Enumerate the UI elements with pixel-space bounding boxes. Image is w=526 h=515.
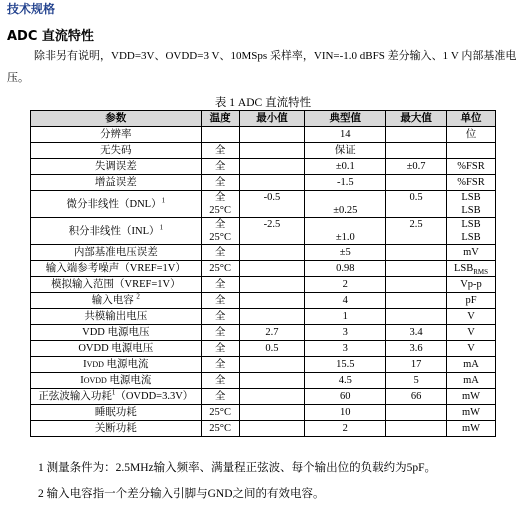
cell-typ: 保证: [305, 143, 386, 159]
temp-line: 25°C: [209, 205, 231, 216]
cell-temp: 25°C: [201, 405, 239, 421]
cell-typ: ±0.1: [305, 159, 386, 175]
cell-param: 模拟输入范围（VREF=1V）: [31, 277, 202, 293]
cell-typ: ±1.0: [305, 218, 386, 245]
footnote-ref: 1: [161, 196, 166, 204]
cell-param: 失调误差: [31, 159, 202, 175]
unit-line: LSB: [461, 205, 481, 216]
footnote-ref: 1: [111, 388, 116, 397]
cell-unit: mW: [447, 389, 496, 405]
cell-temp: 全: [201, 175, 239, 191]
cell-max: ±0.7: [386, 159, 447, 175]
temp-line: 25°C: [209, 232, 231, 243]
cell-temp: [201, 127, 239, 143]
table-row: [31, 143, 496, 159]
cell-temp: [201, 218, 239, 245]
table-row: [31, 175, 496, 191]
param-text: 积分非线性（INL）: [68, 225, 160, 237]
table-row: [31, 245, 496, 261]
cell-unit: V: [447, 341, 496, 357]
table-row: [31, 293, 496, 309]
param-subscript: VDD: [86, 360, 104, 369]
table-row: [31, 405, 496, 421]
cell-param: VDD 电源电压: [31, 325, 202, 341]
cell-unit: mA: [447, 357, 496, 373]
cell-param: [31, 389, 202, 405]
cell-min: [239, 373, 305, 389]
header-max: 最大值: [386, 111, 447, 127]
cell-param: 内部基准电压误差: [31, 245, 202, 261]
cell-max: [386, 245, 447, 261]
cell-unit: mV: [447, 245, 496, 261]
cell-temp: 25°C: [201, 261, 239, 277]
cell-typ: 4.5: [305, 373, 386, 389]
cell-max: [386, 293, 447, 309]
cell-typ: ±5: [305, 245, 386, 261]
cell-max: 5: [386, 373, 447, 389]
cell-unit: mA: [447, 373, 496, 389]
cell-max: [386, 261, 447, 277]
cell-unit: mW: [447, 405, 496, 421]
cell-min: 2.7: [239, 325, 305, 341]
footnote-1: 1 测量条件为：2.5MHz输入频率、满量程正弦波、每个输出位的负载约为5pF。: [38, 462, 437, 474]
cell-typ: 60: [305, 389, 386, 405]
cell-param: 增益误差: [31, 175, 202, 191]
table-row: [31, 325, 496, 341]
cell-temp: 全: [201, 293, 239, 309]
adc-dc-table: [30, 110, 496, 437]
cell-typ: ±0.25: [305, 191, 386, 218]
cell-temp: 全: [201, 159, 239, 175]
cell-param: [31, 218, 202, 245]
table-header-row: [31, 111, 496, 127]
cell-min: [239, 389, 305, 405]
param-text: 正弦波输入功耗: [38, 391, 112, 402]
section-title: 技术规格: [7, 2, 56, 16]
cell-min: [239, 159, 305, 175]
table-row: [31, 218, 496, 245]
cell-temp: 全: [201, 341, 239, 357]
cell-typ: 14: [305, 127, 386, 143]
cell-min: [239, 309, 305, 325]
cell-typ: 10: [305, 405, 386, 421]
cell-min: [239, 421, 305, 437]
param-text: （OVDD=3.3V）: [115, 391, 194, 402]
cell-param: 共模输出电压: [31, 309, 202, 325]
cell-temp: 全: [201, 389, 239, 405]
table-row: [31, 261, 496, 277]
cell-typ: -1.5: [305, 175, 386, 191]
cell-param: 分辨率: [31, 127, 202, 143]
table-row: [31, 341, 496, 357]
intro-paragraph: 除非另有说明，VDD=3V、OVDD=3 V、10MSps 采样率，VIN=-1.0 dBFS 差分输入、1 V 内部基准电压。: [7, 50, 517, 84]
cell-temp: 全: [201, 143, 239, 159]
param-text: 电源电流: [106, 375, 152, 386]
cell-unit: %FSR: [447, 175, 496, 191]
cell-min: [239, 261, 305, 277]
cell-max: [386, 309, 447, 325]
cell-max: 2.5: [386, 218, 447, 245]
table-row: [31, 191, 496, 218]
temp-line: 全: [214, 219, 226, 230]
cell-min: [239, 175, 305, 191]
cell-min: 0.5: [239, 341, 305, 357]
cell-temp: [201, 191, 239, 218]
cell-unit: [447, 218, 496, 245]
cell-typ: 4: [305, 293, 386, 309]
cell-min: -2.5: [239, 218, 305, 245]
cell-max: 0.5: [386, 191, 447, 218]
cell-min: -0.5: [239, 191, 305, 218]
table-row: [31, 421, 496, 437]
cell-param: 关断功耗: [31, 421, 202, 437]
param-text: 微分非线性（DNL）: [66, 198, 162, 210]
table-row: [31, 159, 496, 175]
cell-param: 输入端参考噪声（VREF=1V）: [31, 261, 202, 277]
header-param: 参数: [31, 111, 202, 127]
cell-max: [386, 143, 447, 159]
cell-unit: pF: [447, 293, 496, 309]
cell-typ: 15.5: [305, 357, 386, 373]
param-text: 输入电容: [91, 295, 134, 306]
cell-unit: [447, 191, 496, 218]
table-row: [31, 309, 496, 325]
cell-min: [239, 405, 305, 421]
unit-line: LSB: [461, 192, 481, 203]
cell-param: [31, 373, 202, 389]
cell-temp: 全: [201, 245, 239, 261]
cell-min: [239, 143, 305, 159]
cell-unit: %FSR: [447, 159, 496, 175]
cell-min: [239, 127, 305, 143]
header-temp: 温度: [201, 111, 239, 127]
cell-min: [239, 277, 305, 293]
cell-typ: 3: [305, 325, 386, 341]
cell-min: [239, 293, 305, 309]
unit-line: LSB: [461, 232, 481, 243]
cell-param: OVDD 电源电压: [31, 341, 202, 357]
cell-temp: 全: [201, 277, 239, 293]
cell-unit: V: [447, 309, 496, 325]
param-text: I: [83, 359, 87, 370]
cell-unit: [447, 261, 496, 277]
cell-max: [386, 127, 447, 143]
cell-max: 66: [386, 389, 447, 405]
cell-typ: 2: [305, 277, 386, 293]
param-text: 电源电流: [103, 359, 149, 370]
cell-max: [386, 175, 447, 191]
table-row: [31, 277, 496, 293]
table-row: [31, 127, 496, 143]
table-row: [31, 373, 496, 389]
cell-unit: 位: [447, 127, 496, 143]
cell-typ: 2: [305, 421, 386, 437]
cell-param: 无失码: [31, 143, 202, 159]
temp-line: 全: [214, 192, 226, 203]
table-row: [31, 357, 496, 373]
header-typ: 典型值: [305, 111, 386, 127]
param-subscript: OVDD: [83, 376, 107, 385]
cell-min: [239, 357, 305, 373]
cell-temp: 全: [201, 309, 239, 325]
cell-max: 17: [386, 357, 447, 373]
cell-temp: 全: [201, 325, 239, 341]
table-row: [31, 389, 496, 405]
cell-typ: 3: [305, 341, 386, 357]
cell-typ: 1: [305, 309, 386, 325]
cell-max: [386, 277, 447, 293]
cell-max: [386, 421, 447, 437]
unit-line: LSB: [461, 219, 481, 230]
cell-unit: V: [447, 325, 496, 341]
cell-temp: 全: [201, 357, 239, 373]
cell-max: [386, 405, 447, 421]
cell-param: [31, 357, 202, 373]
cell-max: 3.6: [386, 341, 447, 357]
footnote-ref: 2: [136, 292, 140, 301]
cell-unit: [447, 143, 496, 159]
unit-subscript: RMS: [473, 268, 489, 277]
footnote-2: 2 输入电容指一个差分输入引脚与GND之间的有效电容。: [38, 488, 325, 500]
cell-param: 睡眠功耗: [31, 405, 202, 421]
cell-temp: 全: [201, 373, 239, 389]
cell-param: [31, 293, 202, 309]
subtitle: ADC 直流特性: [7, 29, 94, 44]
unit-text: LSB: [453, 263, 474, 274]
cell-typ: 0.98: [305, 261, 386, 277]
header-min: 最小值: [239, 111, 305, 127]
param-text: I: [80, 375, 84, 386]
cell-max: 3.4: [386, 325, 447, 341]
header-unit: 单位: [447, 111, 496, 127]
cell-temp: 25°C: [201, 421, 239, 437]
cell-unit: mW: [447, 421, 496, 437]
table-caption: 表 1 ADC 直流特性: [214, 97, 312, 109]
footnote-ref: 1: [159, 223, 164, 231]
cell-unit: Vp-p: [447, 277, 496, 293]
cell-min: [239, 245, 305, 261]
cell-param: [31, 191, 202, 218]
